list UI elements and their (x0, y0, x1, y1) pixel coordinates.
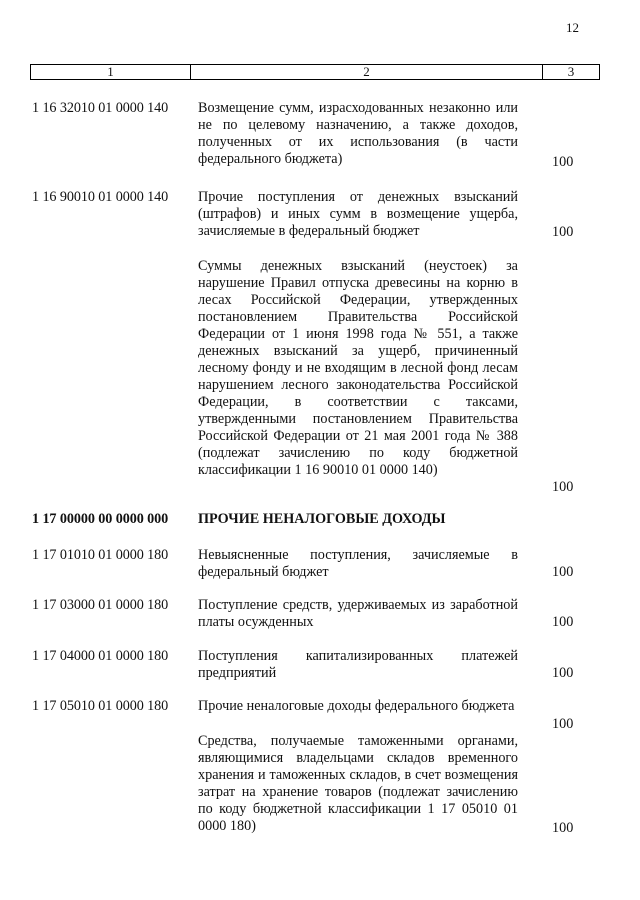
column-header-2: 2 (191, 65, 543, 79)
row-code: 1 17 05010 01 0000 180 (32, 698, 169, 714)
row-code: 1 16 32010 01 0000 140 (32, 100, 169, 116)
row-value: 100 (552, 564, 574, 580)
page-number: 12 (566, 20, 579, 35)
row-value: 100 (552, 614, 574, 630)
row-description (198, 648, 518, 682)
row-description-text: Прочие неналоговые доходы федерального бюджета (198, 698, 515, 714)
row-description (198, 698, 518, 715)
row-code: 1 17 03000 01 0000 180 (32, 597, 169, 613)
row-description-text: Прочие поступления от денежных взысканий (штрафов) и иных сумм в возмещение ущерба, зачисляемые в федеральный бюджет (198, 189, 518, 239)
row-description-text: Возмещение сумм, израсходованных незаконно или не по целевому назначению, а также доходов, полученных от их использования (в части федерального бюджета) (198, 100, 518, 167)
row-code: 1 17 04000 01 0000 180 (32, 648, 169, 664)
row-description-text: Невыясненные поступления, зачисляемые в федеральный бюджет (198, 547, 518, 580)
row-description (198, 547, 518, 581)
row-note-text: Суммы денежных взысканий (неустоек) за нарушение Правил отпуска древесины на корню в лесах Российской Федерации, утвержденных постановлением Правительства Российской Федерации от 1 июня 1998 года № 551, а также денежных взысканий за ущерб, причиненный лесному фонду и не входящим в лесной фонд лесам нарушением лесного законодательства Российской Федерации, в соответствии с таксами, утвержденными постановлением Правительства Российской Федерации от 21 мая 2001 года № 388 (подлежат зачислению по коду бюджетной классификации 1 16 90010 01 0000 140) (198, 258, 518, 478)
column-header-1: 1 (31, 65, 191, 79)
table-row (32, 189, 602, 499)
row-description (198, 189, 518, 240)
row-note-text: Средства, получаемые таможенными органами, являющимися владельцами складов временного хранения и таможенных складов, в счет возмещения затрат на хранение товаров (подлежат зачислению по коду бюджетной классификации 1 17 05010 01 0000 180) (198, 733, 518, 834)
row-code: 1 17 01010 01 0000 180 (32, 547, 169, 563)
column-header-3: 3 (567, 64, 575, 79)
row-value: 100 (552, 224, 574, 240)
table-row (32, 698, 602, 848)
row-description (198, 100, 518, 168)
row-description-text: Поступление средств, удерживаемых из заработной платы осужденных (198, 597, 518, 630)
row-value: 100 (552, 154, 574, 170)
table-row (32, 648, 602, 688)
row-description (198, 597, 518, 631)
section-row (32, 511, 602, 531)
table-header (30, 64, 600, 80)
section-title: ПРОЧИЕ НЕНАЛОГОВЫЕ ДОХОДЫ (198, 511, 446, 527)
table-row (32, 100, 602, 190)
row-note (198, 258, 518, 479)
row-note-value: 100 (552, 820, 574, 836)
row-description-text: Поступления капитализированных платежей предприятий (198, 648, 518, 681)
row-value: 100 (552, 665, 574, 681)
row-code: 1 16 90010 01 0000 140 (32, 189, 169, 205)
row-value: 100 (552, 716, 574, 732)
row-note (198, 733, 518, 835)
row-note-value: 100 (552, 479, 574, 495)
section-code: 1 17 00000 00 0000 000 (32, 511, 169, 527)
table-row (32, 597, 602, 637)
table-row (32, 547, 602, 587)
